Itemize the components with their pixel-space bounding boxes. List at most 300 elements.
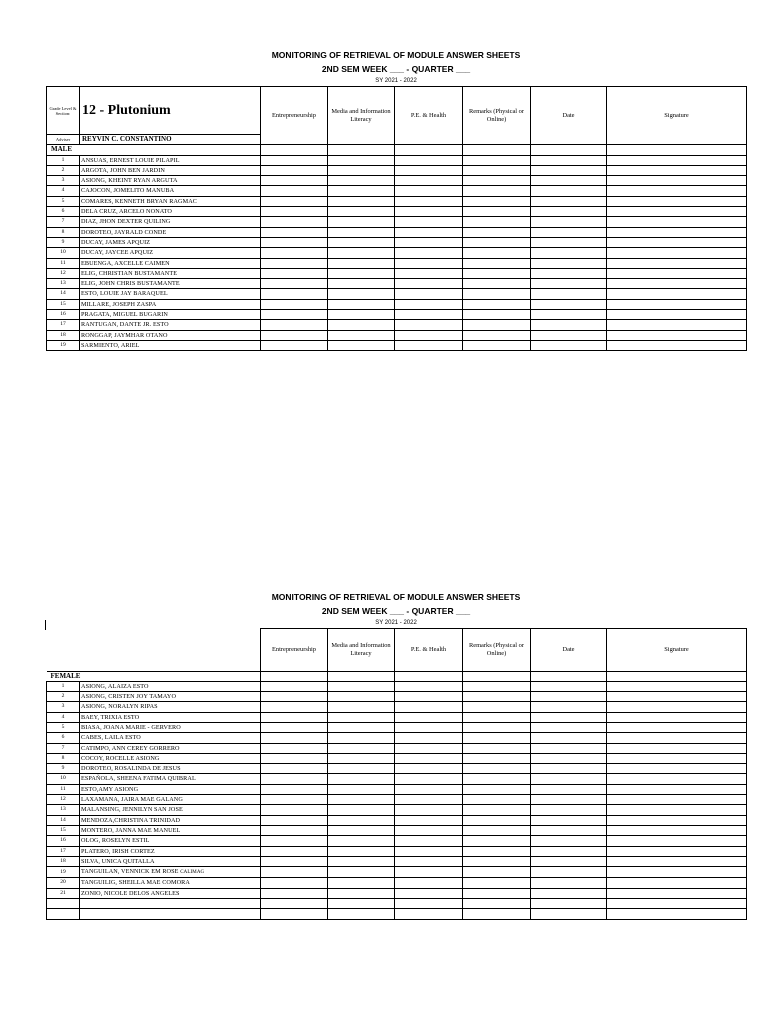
entry-cell[interactable] xyxy=(261,207,328,217)
entry-cell[interactable] xyxy=(607,248,747,258)
entry-cell[interactable] xyxy=(607,743,747,753)
entry-cell[interactable] xyxy=(395,795,463,805)
row-number: 8 xyxy=(47,753,80,763)
table-row xyxy=(47,878,747,888)
entry-cell[interactable] xyxy=(328,846,395,856)
entry-cell[interactable] xyxy=(607,878,747,888)
entry-cell[interactable] xyxy=(531,279,607,289)
entry-cell[interactable] xyxy=(531,774,607,784)
entry-cell[interactable] xyxy=(395,186,463,196)
entry-cell[interactable] xyxy=(531,299,607,309)
entry-cell[interactable] xyxy=(261,186,328,196)
entry-cell[interactable] xyxy=(395,299,463,309)
entry-cell[interactable] xyxy=(328,867,395,878)
entry-cell[interactable] xyxy=(607,888,747,898)
entry-cell[interactable] xyxy=(531,712,607,722)
entry-cell[interactable] xyxy=(463,753,531,763)
entry-cell[interactable] xyxy=(607,733,747,743)
entry-cell[interactable] xyxy=(463,846,531,856)
entry-cell[interactable] xyxy=(261,320,328,330)
entry-cell[interactable] xyxy=(395,805,463,815)
entry-cell[interactable] xyxy=(531,805,607,815)
entry-cell[interactable] xyxy=(395,743,463,753)
entry-cell[interactable] xyxy=(261,299,328,309)
entry-cell[interactable] xyxy=(463,888,531,898)
row-number: 1 xyxy=(47,155,80,165)
entry-cell[interactable] xyxy=(463,289,531,299)
entry-cell[interactable] xyxy=(261,733,328,743)
entry-cell[interactable] xyxy=(463,310,531,320)
entry-cell[interactable] xyxy=(261,909,328,919)
entry-cell[interactable] xyxy=(607,899,747,909)
entry-cell[interactable] xyxy=(531,743,607,753)
entry-cell[interactable] xyxy=(531,815,607,825)
student-name xyxy=(80,227,261,237)
entry-cell[interactable] xyxy=(607,217,747,227)
entry-cell[interactable] xyxy=(395,888,463,898)
entry-cell[interactable] xyxy=(531,692,607,702)
entry-cell[interactable] xyxy=(607,909,747,919)
entry-cell[interactable] xyxy=(328,733,395,743)
entry-cell[interactable] xyxy=(463,155,531,165)
entry-cell[interactable] xyxy=(328,176,395,186)
entry-cell[interactable] xyxy=(395,702,463,712)
entry-cell[interactable] xyxy=(463,165,531,175)
entry-cell[interactable] xyxy=(531,702,607,712)
entry-cell[interactable] xyxy=(607,299,747,309)
entry-cell[interactable] xyxy=(395,899,463,909)
entry-cell[interactable] xyxy=(395,692,463,702)
entry-cell[interactable] xyxy=(328,258,395,268)
table-row xyxy=(47,836,747,846)
entry-cell[interactable] xyxy=(531,227,607,237)
entry-cell[interactable] xyxy=(261,176,328,186)
entry-cell[interactable] xyxy=(328,878,395,888)
entry-cell[interactable] xyxy=(463,743,531,753)
entry-cell[interactable] xyxy=(328,268,395,278)
entry-cell[interactable] xyxy=(463,856,531,866)
entry-cell[interactable] xyxy=(47,899,80,909)
student-name-text: EBUENGA, AXCELLE CAIMEN xyxy=(81,259,170,267)
entry-cell[interactable] xyxy=(328,888,395,898)
entry-cell[interactable] xyxy=(463,299,531,309)
entry-cell[interactable] xyxy=(463,207,531,217)
entry-cell[interactable] xyxy=(328,155,395,165)
entry-cell[interactable] xyxy=(261,753,328,763)
entry-cell[interactable] xyxy=(463,825,531,835)
entry-cell[interactable] xyxy=(531,753,607,763)
entry-cell[interactable] xyxy=(395,764,463,774)
entry-cell[interactable] xyxy=(261,712,328,722)
entry-cell[interactable] xyxy=(261,743,328,753)
entry-cell[interactable] xyxy=(531,310,607,320)
entry-cell[interactable] xyxy=(531,825,607,835)
entry-cell[interactable] xyxy=(328,712,395,722)
student-name-text: MENDOZA,CHRISTINA TRINIDAD xyxy=(81,816,181,824)
entry-cell[interactable] xyxy=(395,340,463,350)
entry-cell[interactable] xyxy=(261,237,328,247)
entry-cell[interactable] xyxy=(328,340,395,350)
entry-cell[interactable] xyxy=(607,310,747,320)
table-row xyxy=(47,176,747,186)
student-name xyxy=(80,299,261,309)
entry-cell[interactable] xyxy=(607,702,747,712)
entry-cell[interactable] xyxy=(328,784,395,794)
entry-cell[interactable] xyxy=(531,909,607,919)
entry-cell[interactable] xyxy=(463,836,531,846)
entry-cell[interactable] xyxy=(607,753,747,763)
entry-cell[interactable] xyxy=(395,165,463,175)
entry-cell[interactable] xyxy=(395,330,463,340)
entry-cell[interactable] xyxy=(607,268,747,278)
entry-cell[interactable] xyxy=(607,340,747,350)
entry-cell[interactable] xyxy=(607,289,747,299)
school-year: SY 2021 - 2022 xyxy=(375,620,417,626)
entry-cell[interactable] xyxy=(531,217,607,227)
entry-cell[interactable] xyxy=(395,856,463,866)
entry-cell[interactable] xyxy=(607,165,747,175)
entry-cell[interactable] xyxy=(261,330,328,340)
entry-cell[interactable] xyxy=(463,878,531,888)
entry-cell[interactable] xyxy=(328,722,395,732)
entry-cell[interactable] xyxy=(531,878,607,888)
entry-cell[interactable] xyxy=(607,186,747,196)
entry-cell[interactable] xyxy=(463,279,531,289)
entry-cell[interactable] xyxy=(261,815,328,825)
entry-cell[interactable] xyxy=(607,836,747,846)
entry-cell[interactable] xyxy=(261,764,328,774)
entry-cell[interactable] xyxy=(395,846,463,856)
entry-cell[interactable] xyxy=(463,909,531,919)
entry-cell[interactable] xyxy=(395,825,463,835)
row-number: 11 xyxy=(47,784,80,794)
entry-cell[interactable] xyxy=(531,722,607,732)
entry-cell[interactable] xyxy=(395,712,463,722)
entry-cell[interactable] xyxy=(261,310,328,320)
entry-cell[interactable] xyxy=(607,764,747,774)
entry-cell[interactable] xyxy=(531,340,607,350)
entry-cell[interactable] xyxy=(328,702,395,712)
entry-cell[interactable] xyxy=(531,237,607,247)
entry-cell[interactable] xyxy=(463,899,531,909)
entry-cell[interactable] xyxy=(607,722,747,732)
entry-cell[interactable] xyxy=(463,692,531,702)
entry-cell[interactable] xyxy=(463,784,531,794)
student-name xyxy=(80,289,261,299)
row-number: 16 xyxy=(47,836,80,846)
entry-cell[interactable] xyxy=(395,237,463,247)
entry-cell[interactable] xyxy=(261,340,328,350)
sheet-subtitle: 2ND SEM WEEK ___ - QUARTER ___ xyxy=(321,64,471,74)
student-name-text: ELIG, CHRISTIAN BUSTAMANTE xyxy=(81,269,178,277)
entry-cell[interactable] xyxy=(463,867,531,878)
table-row xyxy=(47,722,747,732)
entry-cell[interactable] xyxy=(463,237,531,247)
entry-cell[interactable] xyxy=(261,702,328,712)
table-row xyxy=(47,248,747,258)
entry-cell[interactable] xyxy=(531,784,607,794)
entry-cell[interactable] xyxy=(463,176,531,186)
entry-cell[interactable] xyxy=(328,836,395,846)
entry-cell[interactable] xyxy=(463,815,531,825)
entry-cell[interactable] xyxy=(47,909,80,919)
entry-cell[interactable] xyxy=(463,268,531,278)
entry-cell[interactable] xyxy=(531,846,607,856)
entry-cell[interactable] xyxy=(395,258,463,268)
entry-cell[interactable] xyxy=(261,774,328,784)
row-number: 10 xyxy=(47,774,80,784)
entry-cell[interactable] xyxy=(463,330,531,340)
entry-cell[interactable] xyxy=(261,227,328,237)
entry-cell[interactable] xyxy=(328,217,395,227)
entry-cell[interactable] xyxy=(261,258,328,268)
entry-cell[interactable] xyxy=(531,207,607,217)
entry-cell[interactable] xyxy=(328,320,395,330)
entry-cell[interactable] xyxy=(328,310,395,320)
entry-cell[interactable] xyxy=(261,888,328,898)
entry-cell[interactable] xyxy=(607,207,747,217)
entry-cell[interactable] xyxy=(463,248,531,258)
entry-cell[interactable] xyxy=(261,867,328,878)
entry-cell[interactable] xyxy=(395,733,463,743)
entry-cell[interactable] xyxy=(463,186,531,196)
row-number: 5 xyxy=(47,722,80,732)
entry-cell[interactable] xyxy=(261,856,328,866)
row-number: 17 xyxy=(47,320,80,330)
entry-cell[interactable] xyxy=(531,330,607,340)
entry-cell[interactable] xyxy=(328,764,395,774)
entry-cell[interactable] xyxy=(531,856,607,866)
entry-cell[interactable] xyxy=(607,692,747,702)
entry-cell[interactable] xyxy=(328,815,395,825)
entry-cell[interactable] xyxy=(607,176,747,186)
entry-cell[interactable] xyxy=(395,310,463,320)
entry-cell[interactable] xyxy=(607,196,747,206)
row-number: 4 xyxy=(47,712,80,722)
entry-cell[interactable] xyxy=(463,795,531,805)
entry-cell[interactable] xyxy=(607,846,747,856)
student-name-text: ZONIO, NICOLE DELOS ANGELES xyxy=(81,889,180,897)
entry-cell[interactable] xyxy=(607,856,747,866)
entry-cell[interactable] xyxy=(531,899,607,909)
entry-cell[interactable] xyxy=(328,279,395,289)
row-number: 5 xyxy=(47,196,80,206)
entry-cell[interactable] xyxy=(395,784,463,794)
entry-cell[interactable] xyxy=(328,692,395,702)
entry-cell[interactable] xyxy=(395,227,463,237)
entry-cell[interactable] xyxy=(328,248,395,258)
col-media-info-literacy: Media and Information Literacy xyxy=(328,87,395,145)
entry-cell[interactable] xyxy=(328,825,395,835)
entry-cell[interactable] xyxy=(607,320,747,330)
entry-cell[interactable] xyxy=(607,279,747,289)
entry-cell[interactable] xyxy=(607,258,747,268)
entry-cell[interactable] xyxy=(395,268,463,278)
student-name-text: COCOY, ROCELLE ASIONG xyxy=(81,754,160,762)
entry-cell[interactable] xyxy=(463,733,531,743)
entry-cell[interactable] xyxy=(395,878,463,888)
entry-cell[interactable] xyxy=(261,155,328,165)
col-media-info-literacy: Media and Information Literacy xyxy=(328,629,395,672)
entry-cell[interactable] xyxy=(80,909,261,919)
entry-cell[interactable] xyxy=(328,227,395,237)
entry-cell[interactable] xyxy=(463,217,531,227)
entry-cell[interactable] xyxy=(395,217,463,227)
entry-cell[interactable] xyxy=(395,320,463,330)
entry-cell[interactable] xyxy=(607,825,747,835)
entry-cell[interactable] xyxy=(395,867,463,878)
entry-cell[interactable] xyxy=(328,299,395,309)
entry-cell[interactable] xyxy=(463,340,531,350)
entry-cell[interactable] xyxy=(463,764,531,774)
entry-cell[interactable] xyxy=(395,815,463,825)
entry-cell[interactable] xyxy=(395,155,463,165)
student-name xyxy=(80,867,261,878)
row-number: 13 xyxy=(47,279,80,289)
entry-cell[interactable] xyxy=(261,878,328,888)
entry-cell[interactable] xyxy=(531,196,607,206)
entry-cell[interactable] xyxy=(395,207,463,217)
entry-cell[interactable] xyxy=(261,846,328,856)
entry-cell[interactable] xyxy=(395,681,463,691)
entry-cell[interactable] xyxy=(261,217,328,227)
entry-cell[interactable] xyxy=(328,774,395,784)
sex-label: MALE xyxy=(47,145,261,155)
entry-cell[interactable] xyxy=(531,795,607,805)
entry-cell[interactable] xyxy=(261,692,328,702)
entry-cell[interactable] xyxy=(328,289,395,299)
entry-cell[interactable] xyxy=(261,268,328,278)
entry-cell[interactable] xyxy=(261,805,328,815)
entry-cell[interactable] xyxy=(395,196,463,206)
entry-cell[interactable] xyxy=(328,805,395,815)
entry-cell[interactable] xyxy=(395,774,463,784)
entry-cell[interactable] xyxy=(328,196,395,206)
entry-cell[interactable] xyxy=(328,237,395,247)
entry-cell[interactable] xyxy=(607,815,747,825)
entry-cell[interactable] xyxy=(261,784,328,794)
entry-cell[interactable] xyxy=(463,774,531,784)
entry-cell[interactable] xyxy=(463,227,531,237)
entry-cell[interactable] xyxy=(463,196,531,206)
entry-cell[interactable] xyxy=(607,805,747,815)
entry-cell[interactable] xyxy=(395,279,463,289)
entry-cell[interactable] xyxy=(261,279,328,289)
entry-cell[interactable] xyxy=(607,227,747,237)
entry-cell[interactable] xyxy=(328,165,395,175)
entry-cell[interactable] xyxy=(328,681,395,691)
entry-cell[interactable] xyxy=(531,681,607,691)
entry-cell[interactable] xyxy=(531,186,607,196)
entry-cell[interactable] xyxy=(261,825,328,835)
row-number: 2 xyxy=(47,692,80,702)
entry-cell[interactable] xyxy=(328,856,395,866)
entry-cell[interactable] xyxy=(531,888,607,898)
student-name-text: ARGOTA, JOHN BEN JARDIN xyxy=(81,166,165,174)
entry-cell[interactable] xyxy=(531,155,607,165)
entry-cell[interactable] xyxy=(607,237,747,247)
entry-cell[interactable] xyxy=(531,836,607,846)
row-number: 14 xyxy=(47,815,80,825)
entry-cell[interactable] xyxy=(463,258,531,268)
entry-cell[interactable] xyxy=(261,196,328,206)
entry-cell[interactable] xyxy=(531,248,607,258)
female-table xyxy=(46,628,747,920)
entry-cell[interactable] xyxy=(531,733,607,743)
student-name-text: SARMIENTO, ARIEL xyxy=(81,341,140,349)
entry-cell[interactable] xyxy=(261,836,328,846)
entry-cell[interactable] xyxy=(328,207,395,217)
entry-cell[interactable] xyxy=(328,899,395,909)
entry-cell[interactable] xyxy=(261,681,328,691)
entry-cell[interactable] xyxy=(463,712,531,722)
entry-cell[interactable] xyxy=(607,867,747,878)
entry-cell[interactable] xyxy=(607,155,747,165)
table-row xyxy=(47,237,747,247)
entry-cell[interactable] xyxy=(531,165,607,175)
entry-cell[interactable] xyxy=(261,289,328,299)
entry-cell[interactable] xyxy=(531,320,607,330)
entry-cell[interactable] xyxy=(607,681,747,691)
entry-cell[interactable] xyxy=(328,330,395,340)
entry-cell[interactable] xyxy=(395,753,463,763)
entry-cell[interactable] xyxy=(261,899,328,909)
entry-cell[interactable] xyxy=(463,702,531,712)
entry-cell[interactable] xyxy=(531,867,607,878)
entry-cell[interactable] xyxy=(395,722,463,732)
table-row xyxy=(47,733,747,743)
entry-cell[interactable] xyxy=(261,795,328,805)
entry-cell[interactable] xyxy=(328,186,395,196)
entry-cell[interactable] xyxy=(395,248,463,258)
entry-cell[interactable] xyxy=(531,268,607,278)
entry-cell[interactable] xyxy=(607,712,747,722)
entry-cell[interactable] xyxy=(607,330,747,340)
entry-cell[interactable] xyxy=(531,764,607,774)
row-number: 20 xyxy=(47,878,80,888)
entry-cell[interactable] xyxy=(261,165,328,175)
entry-cell[interactable] xyxy=(80,899,261,909)
entry-cell[interactable] xyxy=(531,289,607,299)
row-number: 3 xyxy=(47,702,80,712)
entry-cell[interactable] xyxy=(607,795,747,805)
entry-cell[interactable] xyxy=(531,176,607,186)
table-row xyxy=(47,692,747,702)
entry-cell[interactable] xyxy=(328,753,395,763)
entry-cell[interactable] xyxy=(328,743,395,753)
entry-cell[interactable] xyxy=(463,681,531,691)
col-pe-health: P.E. & Health xyxy=(395,87,463,145)
adviser-name: REYVIN C. CONSTANTINO xyxy=(80,135,261,145)
entry-cell[interactable] xyxy=(261,248,328,258)
entry-cell[interactable] xyxy=(328,795,395,805)
row-number: 18 xyxy=(47,856,80,866)
entry-cell[interactable] xyxy=(395,289,463,299)
entry-cell[interactable] xyxy=(607,774,747,784)
entry-cell[interactable] xyxy=(463,722,531,732)
entry-cell[interactable] xyxy=(395,176,463,186)
entry-cell[interactable] xyxy=(463,320,531,330)
entry-cell[interactable] xyxy=(261,722,328,732)
entry-cell[interactable] xyxy=(395,909,463,919)
table-row xyxy=(47,867,747,878)
row-number: 4 xyxy=(47,186,80,196)
entry-cell[interactable] xyxy=(463,805,531,815)
entry-cell[interactable] xyxy=(607,784,747,794)
entry-cell[interactable] xyxy=(395,836,463,846)
entry-cell[interactable] xyxy=(328,909,395,919)
entry-cell[interactable] xyxy=(531,258,607,268)
